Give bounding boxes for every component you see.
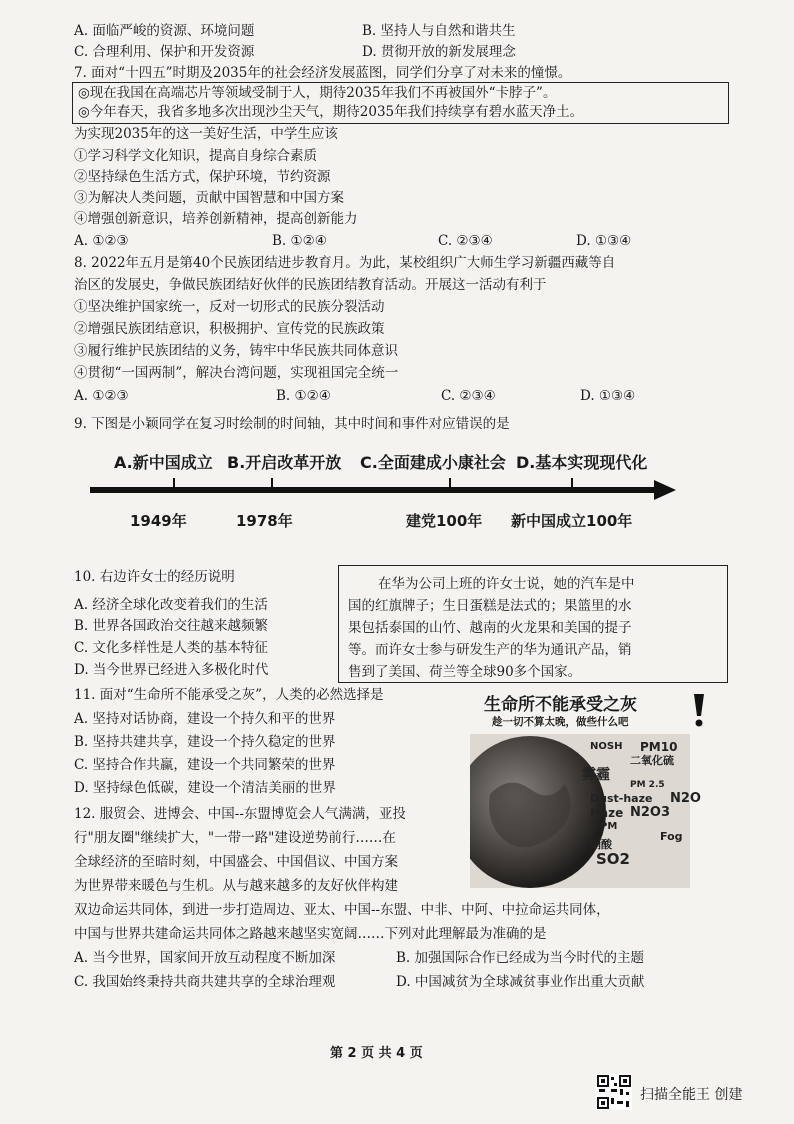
q6-option-b: B. 坚持人与自然和谐共生 <box>362 23 516 39</box>
q7-quote-1: ◎现在我国在高端芯片等领域受制于人，期待2035年我们不再被国外“卡脖子”。 <box>78 85 557 101</box>
q10-material-2: 国的红旗牌子；生日蛋糕是法式的；果篮里的水 <box>348 598 632 614</box>
q8-option-c: C. ②③④ <box>441 388 496 404</box>
q6-option-d: D. 贯彻开放的新发展理念 <box>362 44 516 60</box>
q6-option-a: A. 面临严峻的资源、环境问题 <box>74 23 255 39</box>
poster-word-so2-cn: 二氧化硫 <box>630 754 674 767</box>
poster-title: 生命所不能承受之灰 <box>484 695 637 715</box>
q7-item-2: ②坚持绿色生活方式，保护环境，节约资源 <box>74 169 331 185</box>
poster-word-n2o3: N2O3 <box>630 805 671 820</box>
q7-option-b: B. ①②④ <box>272 233 327 249</box>
q12-stem-1: 12. 服贸会、进博会、中国--东盟博览会人气满满，亚投 <box>74 806 406 822</box>
q7-quote-2: ◎今年春天，我省多地多次出现沙尘天气，期待2035年我们持续享有碧水蓝天净土。 <box>78 104 584 120</box>
q10-option-d: D. 当今世界已经进入多极化时代 <box>74 662 269 678</box>
q12-stem-5: 双边命运共同体，到进一步打造周边、亚太、中国--东盟、中非、中阿、中拉命运共同体， <box>74 902 610 918</box>
q8-item-1: ①坚决维护国家统一，反对一切形式的民族分裂活动 <box>74 299 385 315</box>
q11-option-c: C. 坚持合作共赢，建设一个共同繁荣的世界 <box>74 757 336 773</box>
page-number: 第 2 页 共 4 页 <box>330 1046 423 1061</box>
poster-word-dust-haze: Dust-haze <box>590 792 653 805</box>
q7-item-1: ①学习科学文化知识，提高自身综合素质 <box>74 148 317 164</box>
q10-option-a: A. 经济全球化改变着我们的生活 <box>74 597 268 613</box>
timeline-axis <box>88 470 678 510</box>
q12-option-d: D. 中国减贫为全球减贫事业作出重大贡献 <box>396 974 645 990</box>
poster-word-nitric: 硝酸 <box>590 838 612 851</box>
q10-option-b: B. 世界各国政治交往越来越频繁 <box>74 618 269 634</box>
timeline-year-1978: 1978年 <box>236 512 293 530</box>
poster-word-pm: PM <box>600 821 618 832</box>
timeline-label-a: A.新中国成立 <box>114 453 213 472</box>
q7-stem: 7. 面对“十四五”时期及2035年的社会经济发展蓝图，同学们分享了对未来的憧憬。 <box>74 65 572 81</box>
q12-stem-3: 全球经济的至暗时刻，中国盛会、中国倡议、中国方案 <box>74 854 398 870</box>
q9-stem: 9. 下图是小颖同学在复习时绘制的时间轴，其中时间和事件对应错误的是 <box>74 416 510 432</box>
q12-stem-2: 行"朋友圈"继续扩大，"一带一路"建设逆势前行……在 <box>74 830 396 846</box>
q12-stem-6: 中国与世界共建命运共同体之路越来越坚实宽阔……下列对此理解最为准确的是 <box>74 926 547 942</box>
poster-word-fog: Fog <box>660 830 683 843</box>
poster-word-pm10: PM10 <box>640 740 678 754</box>
q6-option-c: C. 合理利用、保护和开发资源 <box>74 44 255 60</box>
q10-stem: 10. 右边许女士的经历说明 <box>74 569 235 585</box>
q12-stem-4: 为世界带来暖色与生机。从与越来越多的友好伙伴构建 <box>74 878 398 894</box>
q12-option-c: C. 我国始终秉持共商共建共享的全球治理观 <box>74 974 336 990</box>
poster-word-nosh: NOSH <box>590 741 623 752</box>
exclamation-icon <box>692 692 706 728</box>
q7-option-d: D. ①③④ <box>576 233 632 249</box>
q12-option-a: A. 当今世界，国家间开放互动程度不断加深 <box>74 950 336 966</box>
timeline-arrow <box>654 480 676 500</box>
q8-option-d: D. ①③④ <box>580 388 636 404</box>
timeline-label-c: C.全面建成小康社会 <box>360 453 506 472</box>
q11-stem: 11. 面对“生命所不能承受之灰”，人类的必然选择是 <box>74 687 384 703</box>
q8-stem-1: 8. 2022年五月是第40个民族团结进步教育月。为此，某校组织广大师生学习新疆西藏等自 <box>74 255 616 271</box>
q11-option-d: D. 坚持绿色低碳，建设一个清洁美丽的世界 <box>74 780 336 796</box>
q10-material-5: 售到了美国、荷兰等全球90多个国家。 <box>348 664 582 680</box>
timeline-label-d: D.基本实现现代化 <box>516 453 648 472</box>
qr-code-icon <box>596 1074 632 1110</box>
poster-word-pm25: PM 2.5 <box>630 780 665 790</box>
q8-stem-2: 治区的发展史，争做民族团结好伙伴的民族团结教育活动。开展这一活动有利于 <box>74 277 547 293</box>
q11-option-a: A. 坚持对话协商，建设一个持久和平的世界 <box>74 711 336 727</box>
poster-word-haze: Haze <box>590 806 624 820</box>
timeline-year-1949: 1949年 <box>130 512 187 530</box>
q8-option-b: B. ①②④ <box>276 388 331 404</box>
q10-option-c: C. 文化多样性是人类的基本特征 <box>74 640 268 656</box>
q7-question: 为实现2035年的这一美好生活，中学生应该 <box>74 126 338 142</box>
q7-option-a: A. ①②③ <box>74 233 129 249</box>
q10-material-4: 等。而许女士参与研发生产的华为通讯产品，销 <box>348 642 632 658</box>
poster-subtitle: 趁一切不算太晚，做些什么吧 <box>492 716 629 728</box>
poster-word-n2o: N2O <box>670 791 701 806</box>
q12-option-b: B. 加强国际合作已经成为当今时代的主题 <box>396 950 645 966</box>
q8-item-4: ④贯彻“一国两制”，解决台湾问题，实现祖国完全统一 <box>74 365 399 381</box>
q8-option-a: A. ①②③ <box>74 388 129 404</box>
q8-item-2: ②增强民族团结意识，积极拥护、宣传党的民族政策 <box>74 321 385 337</box>
smog-poster <box>470 690 720 890</box>
timeline-year-party-100: 建党100年 <box>406 512 483 530</box>
q7-item-3: ③为解决人类问题，贡献中国智慧和中国方案 <box>74 190 344 206</box>
q11-option-b: B. 坚持共建共享，建设一个持久稳定的世界 <box>74 734 336 750</box>
q8-item-3: ③履行维护民族团结的义务，铸牢中华民族共同体意识 <box>74 343 398 359</box>
q10-material-3: 果包括泰国的山竹、越南的火龙果和美国的提子 <box>348 620 632 636</box>
timeline-label-b: B.开启改革开放 <box>227 453 342 472</box>
q7-option-c: C. ②③④ <box>438 233 493 249</box>
q10-material-1: 在华为公司上班的许女士说，她的汽车是中 <box>378 576 635 592</box>
timeline-year-prc-100: 新中国成立100年 <box>511 512 633 530</box>
poster-word-so2: SO2 <box>596 850 630 868</box>
scanner-watermark: 扫描全能王 创建 <box>640 1087 743 1103</box>
poster-word-smog: 雾霾 <box>582 767 610 783</box>
q7-item-4: ④增强创新意识，培养创新精神，提高创新能力 <box>74 211 358 227</box>
